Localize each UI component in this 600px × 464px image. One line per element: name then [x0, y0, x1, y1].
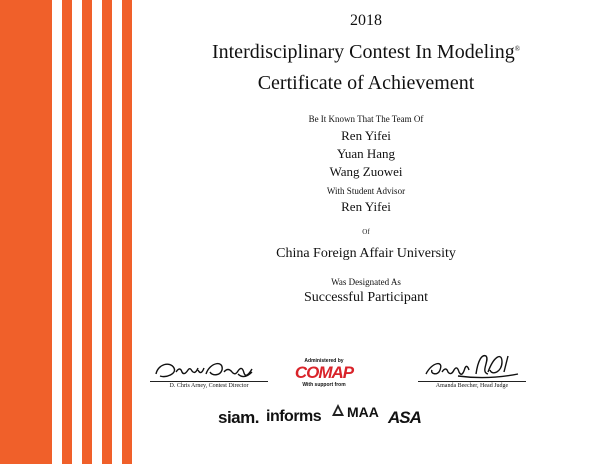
advisor-name: Ren Yifei	[341, 199, 391, 214]
stripe-narrow	[102, 0, 112, 464]
contest-name-text: Interdisciplinary Contest In Modeling	[211, 41, 515, 63]
comap-logo-block	[292, 358, 356, 388]
director-caption: D. Chris Arney, Contest Director	[169, 383, 249, 389]
director-signature-image	[150, 358, 268, 380]
siam-logo: siam.	[218, 408, 259, 427]
sponsor-logos	[218, 402, 421, 430]
registered-mark: ®	[514, 45, 521, 53]
stripe-narrow	[82, 0, 92, 464]
advisor-label: With Student Advisor	[326, 186, 406, 196]
certificate-body	[132, 0, 600, 464]
stripe-narrow	[122, 0, 132, 464]
university-name: China Foreign Affair University	[276, 246, 456, 261]
team-member: Yuan Hang	[336, 146, 396, 161]
comap-logo: COMAP	[294, 363, 354, 382]
team-member: Wang Zuowei	[329, 164, 403, 179]
maa-emblem-icon	[332, 404, 344, 416]
maa-logo-text: MAA	[347, 404, 379, 420]
contest-name	[132, 41, 600, 64]
award-title: Successful Participant	[303, 290, 429, 305]
be-it-known-text: Be It Known That The Team Of	[308, 114, 424, 124]
stripe-narrow	[62, 0, 72, 464]
judge-signature-image	[418, 352, 526, 380]
team-member: Ren Yifei	[341, 128, 391, 143]
certificate-title: Certificate of Achievement	[257, 72, 475, 94]
stripe-wide	[0, 0, 52, 464]
judge-signature-block	[418, 352, 526, 389]
judge-caption: Amanda Beecher, Head Judge	[435, 383, 509, 389]
with-support-label: With support from	[302, 382, 346, 388]
of-label: Of	[362, 228, 370, 236]
signature-line	[418, 381, 526, 382]
asa-logo: ASA	[388, 408, 421, 427]
director-signature-block	[150, 358, 268, 389]
signature-line	[150, 381, 268, 382]
decorative-stripes	[0, 0, 132, 464]
designated-label: Was Designated As	[331, 277, 401, 287]
administered-by-label: Administered by	[304, 358, 344, 364]
informs-logo: informs	[266, 408, 322, 425]
certificate-year: 2018	[350, 12, 382, 29]
